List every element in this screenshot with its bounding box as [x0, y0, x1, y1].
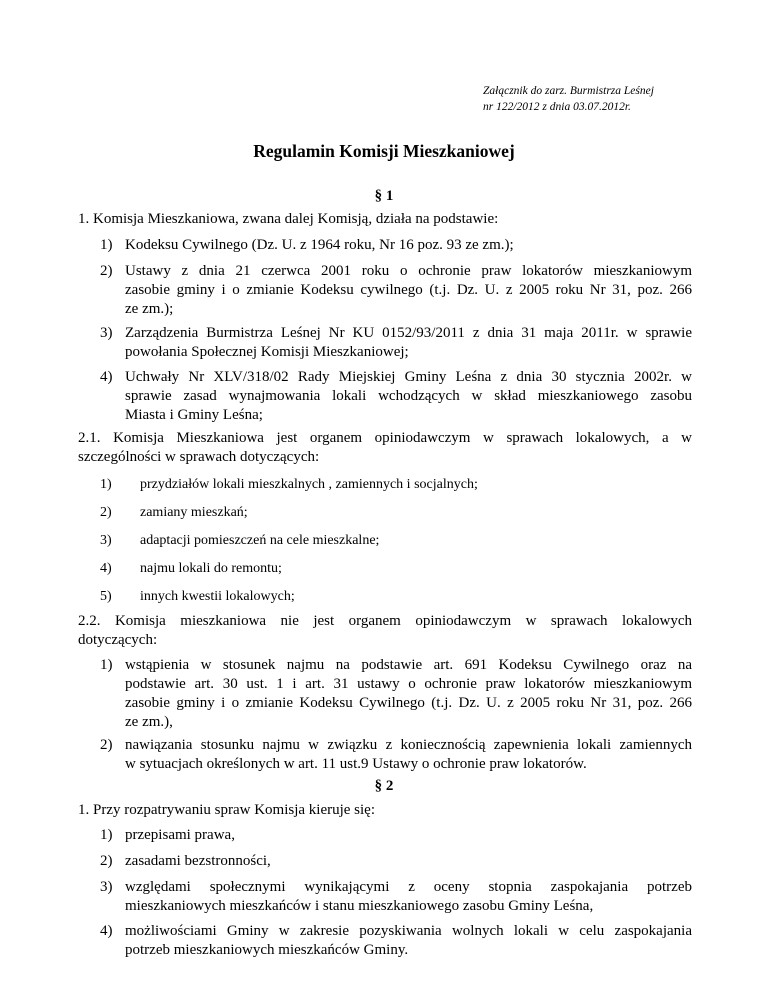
list-item-number: 4)	[100, 923, 113, 939]
list-item-text: zasobie gminy i o zmianie Kodeksu Cywilnego (t.j. Dz. U. z 2005 roku Nr 31, poz. 266	[125, 695, 692, 711]
list-item	[100, 656, 692, 732]
list-item-text: w sytuacjach określonych w art. 11 ust.9 Ustawy o ochronie praw lokatorów.	[125, 756, 587, 772]
list-item-text: Uchwały Nr XLV/318/02 Rady Miejskiej Gminy Leśna z dnia 30 stycznia 2002r. w	[125, 369, 692, 385]
list-item-text: podstawie art. 30 ust. 1 i art. 31 ustawy o ochronie praw lokatorów mieszkaniowym	[125, 676, 692, 692]
list-item-number: 1)	[100, 477, 112, 492]
list-item-number: 1)	[100, 827, 113, 843]
list-item-text: ze zm.),	[125, 714, 173, 730]
list-item-text: mieszkaniowych mieszkańców i stanu mieszkaniowego zasobu Gminy Leśna,	[125, 898, 594, 914]
list-item-text: potrzeb mieszkaniowych mieszkańców Gminy.	[125, 942, 409, 958]
list-item-number: 4)	[100, 561, 112, 576]
list-item-text: przepisami prawa,	[125, 827, 235, 843]
list-item-text: Kodeksu Cywilnego (Dz. U. z 1964 roku, Nr 16 poz. 93 ze zm.);	[125, 237, 514, 253]
section-2-intro: 1. Przy rozpatrywaniu spraw Komisja kieruje się:	[78, 802, 376, 818]
list-item	[100, 368, 692, 425]
list-item-text: możliwościami Gminy w zakresie pozyskiwania wolnych lokali w celu zaspokajania	[125, 923, 692, 939]
list-item-text: adaptacji pomieszczeń na cele mieszkalne;	[140, 533, 380, 548]
annex-note	[483, 83, 654, 115]
list-item	[100, 736, 692, 774]
list-item-text: zamiany mieszkań;	[140, 505, 248, 520]
list-item-number: 1)	[100, 237, 113, 253]
list-item-number: 3)	[100, 533, 112, 548]
list-item	[100, 922, 692, 960]
list-item-text: sprawie zasad wynajmowania lokali wchodzących w skład mieszkaniowego zasobu	[125, 388, 692, 404]
list-item-text: Zarządzenia Burmistrza Leśnej Nr KU 0152/93/2011 z dnia 31 maja 2011r. w sprawie	[125, 325, 692, 341]
list-item	[100, 262, 692, 319]
paragraph-2-2-line-2: dotyczących:	[78, 632, 158, 648]
section-1-intro: 1. Komisja Mieszkaniowa, zwana dalej Komisją, działa na podstawie:	[78, 211, 499, 227]
section-1-sign: § 1	[374, 188, 394, 204]
paragraph-2-1-line-2: szczególności w sprawach dotyczących:	[78, 449, 320, 465]
document-title: Regulamin Komisji Mieszkaniowej	[253, 141, 515, 161]
list-item-text: wstąpienia w stosunek najmu na podstawie art. 691 Kodeksu Cywilnego oraz na	[125, 657, 692, 673]
annex-line-2: nr 122/2012 z dnia 03.07.2012r.	[483, 101, 631, 113]
list-item-text: innych kwestii lokalowych;	[140, 589, 295, 604]
list-item-text: przydziałów lokali mieszkalnych , zamiennych i socjalnych;	[140, 477, 478, 492]
list-item	[100, 852, 692, 871]
list-item-number: 2)	[100, 505, 112, 520]
paragraph-2-2-line-1: 2.2. Komisja mieszkaniowa nie jest organem opiniodawczym w sprawach lokalowych	[78, 613, 692, 629]
list-item-number: 2)	[100, 737, 113, 753]
list-item-number: 2)	[100, 853, 113, 869]
list-item-text: zasadami bezstronności,	[125, 853, 271, 869]
annex-line-1: Załącznik do zarz. Burmistrza Leśnej	[483, 85, 654, 97]
list-item-text: Miasta i Gminy Leśna;	[125, 407, 263, 423]
section-2-sign: § 2	[374, 778, 394, 794]
list-item	[100, 324, 692, 362]
list-item-number: 3)	[100, 879, 113, 895]
list-item-text: najmu lokali do remontu;	[140, 561, 282, 576]
list-item	[100, 878, 692, 916]
list-item-number: 2)	[100, 263, 113, 279]
list-item-text: względami społecznymi wynikającymi z oceny stopnia zaspokajania potrzeb	[125, 879, 692, 895]
list-item	[100, 826, 692, 845]
paragraph-2-1-line-1: 2.1. Komisja Mieszkaniowa jest organem opiniodawczym w sprawach lokalowych, a w	[78, 430, 692, 446]
list-item	[100, 236, 692, 255]
list-item-text: powołania Społecznej Komisji Mieszkaniowej;	[125, 344, 409, 360]
list-item-text: Ustawy z dnia 21 czerwca 2001 roku o ochronie praw lokatorów mieszkaniowym	[125, 263, 692, 279]
list-item-text: zasobie gminy i o zmianie Kodeksu cywilnego (t.j. Dz. U. z 2005 roku Nr 31, poz. 266	[125, 282, 692, 298]
list-item-number: 1)	[100, 657, 113, 673]
list-item-text: nawiązania stosunku najmu w związku z koniecznością zapewnienia lokali zamiennych	[125, 737, 692, 753]
list-item-text: ze zm.);	[125, 301, 174, 317]
list-item-number: 5)	[100, 589, 112, 604]
list-item-number: 4)	[100, 369, 113, 385]
list-item-number: 3)	[100, 325, 113, 341]
